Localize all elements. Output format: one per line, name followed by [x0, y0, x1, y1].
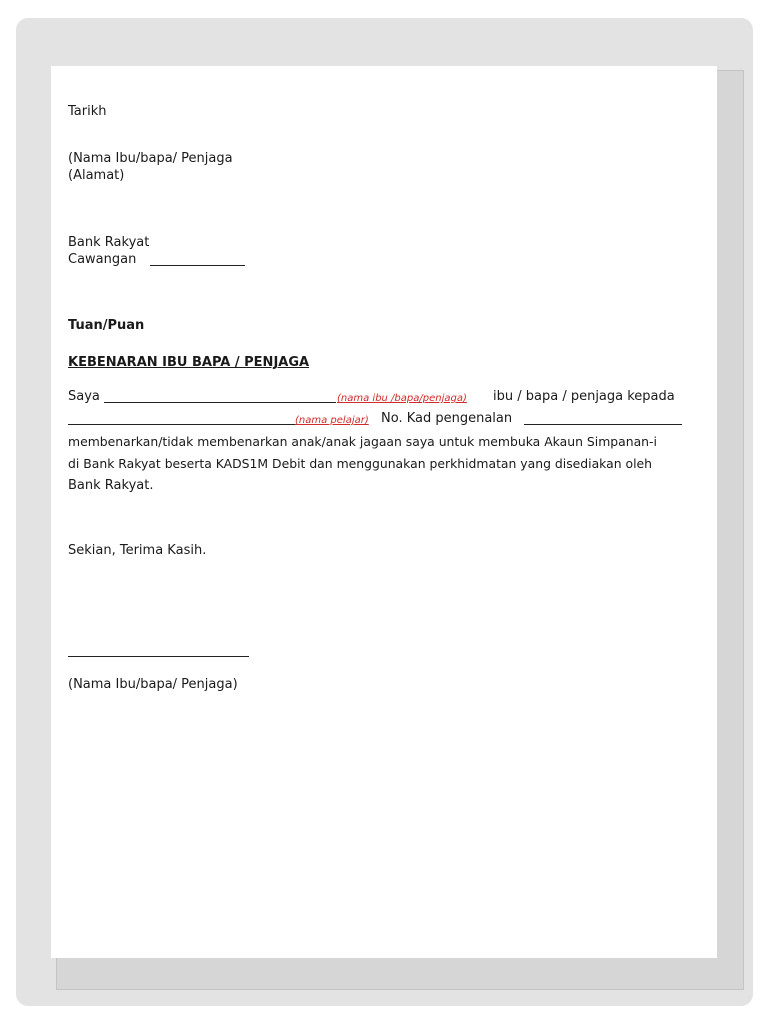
- student-name-blank-line: [68, 424, 295, 425]
- sender-address: (Alamat): [68, 168, 125, 183]
- salutation: Tuan/Puan: [68, 318, 145, 333]
- signature-name: (Nama Ibu/bapa/ Penjaga): [68, 677, 238, 692]
- document-page: [51, 66, 717, 958]
- closing: Sekian, Terima Kasih.: [68, 543, 207, 558]
- sender-name: (Nama Ibu/bapa/ Penjaga: [68, 151, 233, 166]
- signature-line: [68, 656, 249, 657]
- parent-name-blank-line: [104, 402, 336, 403]
- branch-blank-line: [150, 265, 245, 266]
- date-label: Tarikh: [68, 104, 107, 119]
- recipient-branch: Cawangan: [68, 252, 137, 267]
- body-line1-start: Saya: [68, 389, 100, 404]
- letter-subject: KEBENARAN IBU BAPA / PENJAGA: [68, 355, 310, 370]
- hint-parent-name: (nama ibu /bapa/penjaga): [337, 393, 467, 404]
- hint-student-name: (nama pelajar): [295, 415, 369, 426]
- ic-number-blank-line: [524, 424, 682, 425]
- body-line4: di Bank Rakyat beserta KADS1M Debit dan menggunakan perkhidmatan yang disediakan oleh: [68, 456, 653, 471]
- body-line1-end: ibu / bapa / penjaga kepada: [493, 389, 675, 404]
- body-line2-ic: No. Kad pengenalan: [381, 411, 513, 426]
- body-line5: Bank Rakyat.: [68, 478, 154, 493]
- body-line3: membenarkan/tidak membenarkan anak/anak jagaan saya untuk membuka Akaun Simpanan-i: [68, 434, 657, 449]
- recipient-bank: Bank Rakyat: [68, 235, 150, 250]
